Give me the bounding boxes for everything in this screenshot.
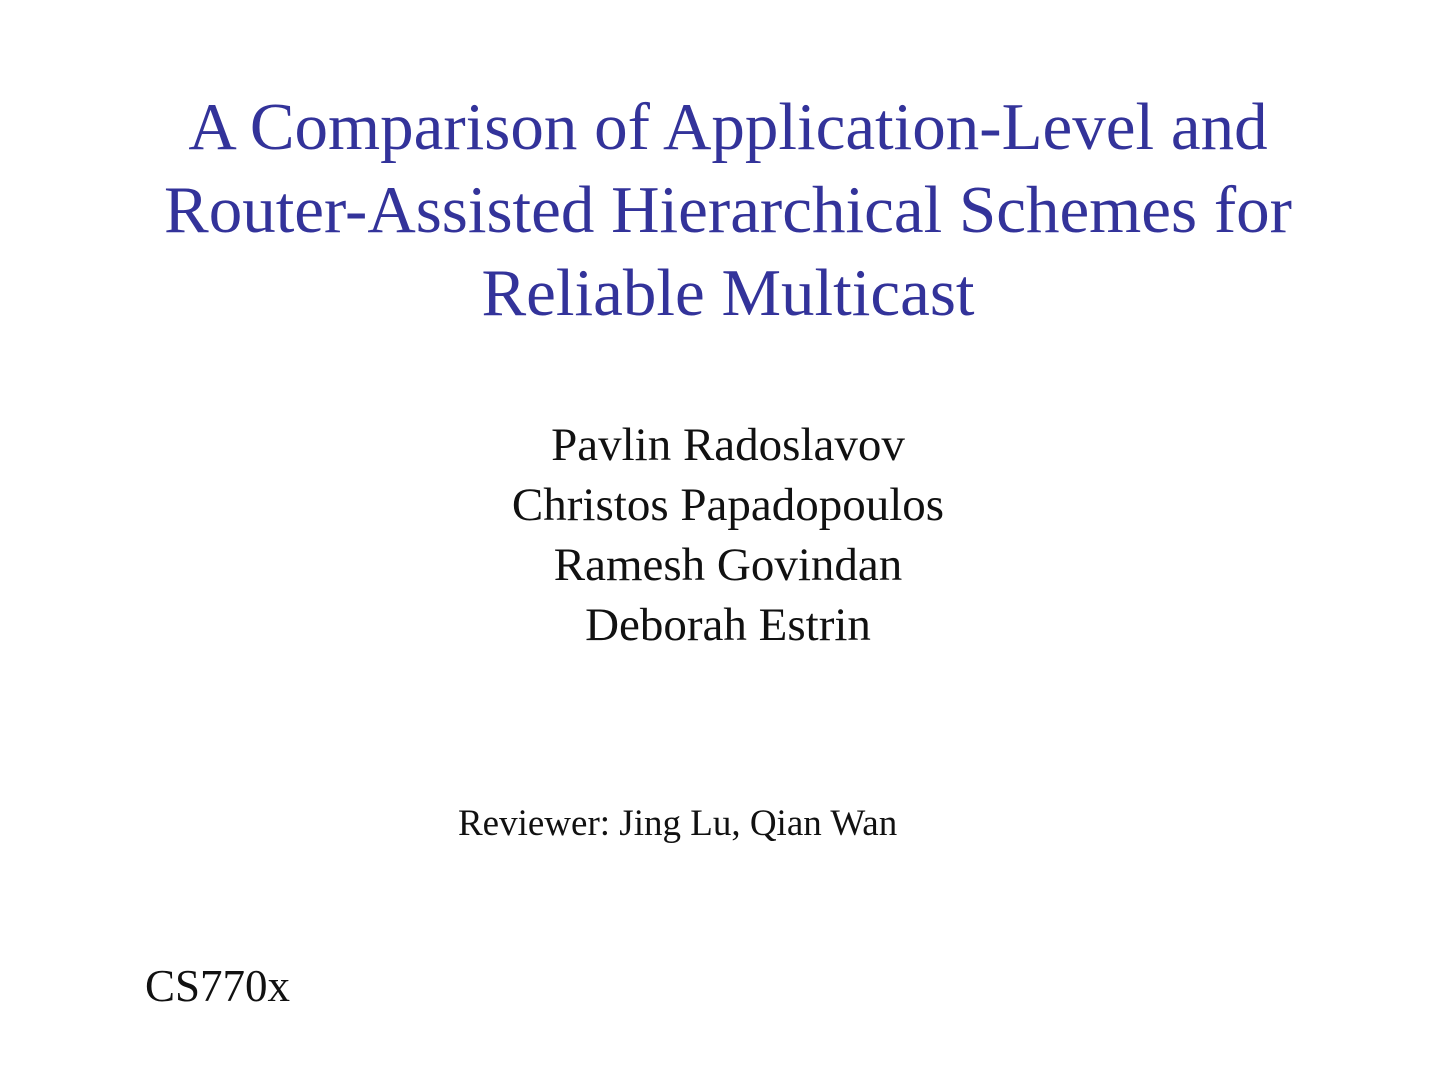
author-name: Christos Papadopoulos	[511, 479, 945, 531]
title-line-2: Router-Assisted Hierarchical Schemes for	[164, 173, 1292, 247]
title-line-1: A Comparison of Application-Level and	[188, 90, 1268, 164]
author-name: Ramesh Govindan	[553, 539, 903, 591]
author-name: Deborah Estrin	[585, 599, 871, 651]
author-name: Pavlin Radoslavov	[551, 419, 905, 471]
course-code: CS770x	[145, 961, 291, 1011]
title-line-3: Reliable Multicast	[481, 256, 975, 330]
author-list	[0, 415, 1456, 655]
slide-title	[0, 86, 1456, 335]
reviewer-line: Reviewer: Jing Lu, Qian Wan	[458, 803, 898, 844]
